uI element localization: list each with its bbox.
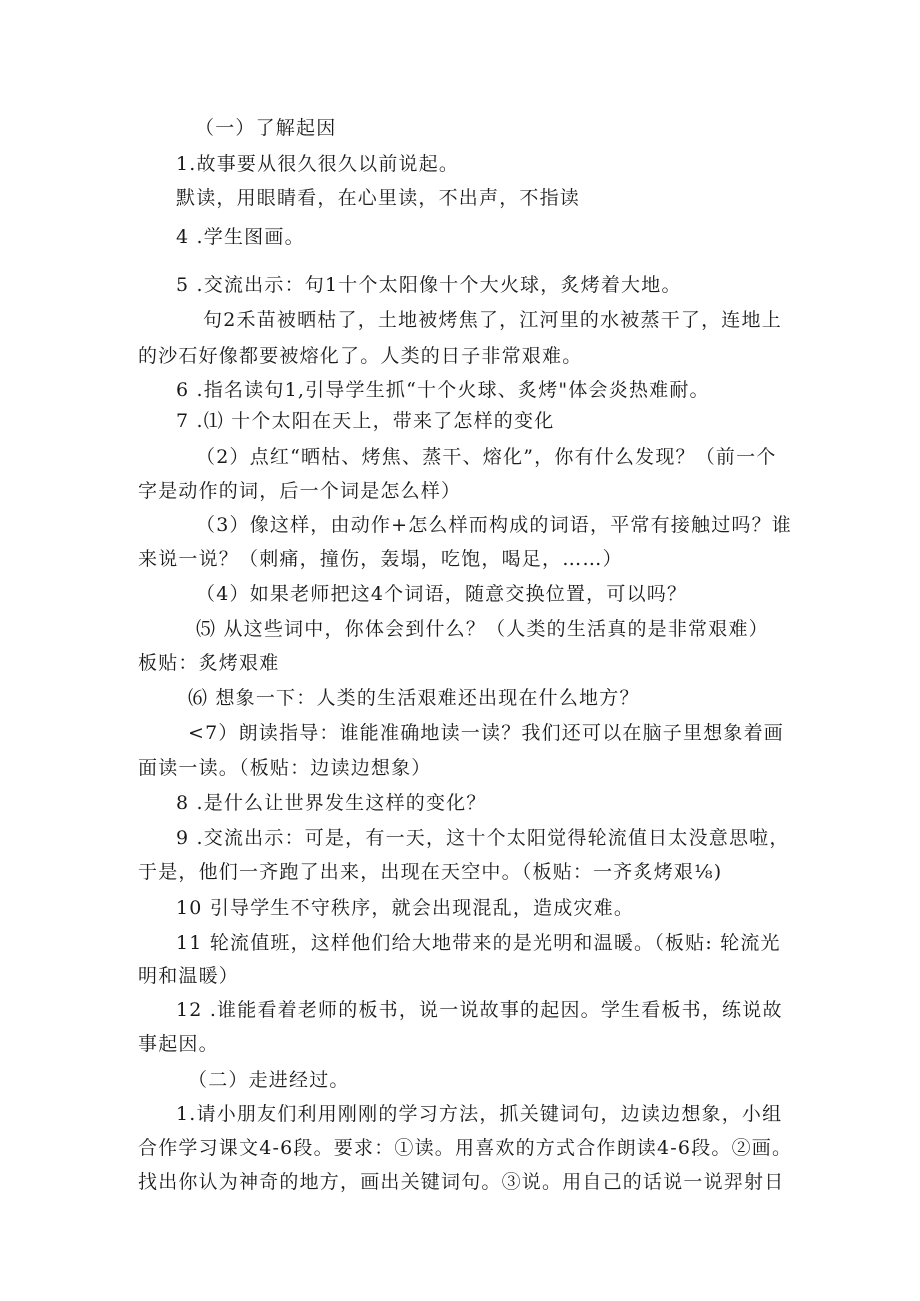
paragraph-line: （4）如果老师把这4个词语，随意交换位置，可以吗？: [196, 583, 688, 605]
paragraph-line: 8 .是什么让世界发生这样的变化？: [176, 792, 487, 814]
paragraph-line: 1.请小朋友们利用刚刚的学习方法，抓关键词句，边读边想象，小组: [176, 1103, 783, 1125]
paragraph-line: 字是动作的词，后一个词是怎么样）: [138, 480, 462, 502]
paragraph-line: 4 .学生图画。: [176, 226, 305, 248]
paragraph-line: （3）像这样，由动作+怎么样而构成的词语，平常有接触过吗？谁: [196, 514, 793, 536]
section-heading-origin: （一）了解起因: [195, 117, 337, 139]
paragraph-line: ⑸ 从这些词中，你体会到什么？（人类的生活真的是非常艰难）: [196, 618, 769, 640]
paragraph-line: <7）朗读指导：谁能准确地读一读？我们还可以在脑子里想象着画: [188, 722, 785, 744]
paragraph-line: 明和温暖）: [138, 965, 240, 987]
paragraph-line: 7 .⑴ 十个太阳在天上，带来了怎样的变化: [176, 410, 555, 432]
section-heading-process: （二）走进经过。: [188, 1069, 350, 1091]
paragraph-line: 1.故事要从很久很久以前说起。: [176, 153, 460, 175]
paragraph-line: 合作学习课文4-6段。要求：①读。用喜欢的方式合作朗读4-6段。②画。: [138, 1137, 793, 1159]
paragraph-line: 面读一读。（板贴：边读边想象）: [138, 757, 432, 779]
paragraph-line: 来说一说？（刺痛，撞伤，轰塌，吃饱，喝足，……）: [138, 548, 623, 570]
paragraph-line: 于是，他们一齐跑了出来，出现在天空中。（板贴：一齐炙烤艰⅛): [138, 861, 723, 883]
paragraph-line: 11 轮流值班，这样他们给大地带来的是光明和温暖。（板贴: 轮流光: [176, 932, 781, 954]
paragraph-line: ⑹ 想象一下：人类的生活艰难还出现在什么地方？: [188, 687, 640, 709]
paragraph-line: 句2禾苗被晒枯了，土地被烤焦了，江河里的水被蒸干了，连地上: [203, 309, 782, 331]
paragraph-line: 5 .交流出示：句1十个太阳像十个大火球，炙烤着大地。: [176, 274, 682, 296]
paragraph-line: 的沙石好像都要被熔化了。人类的日子非常艰难。: [138, 345, 583, 367]
paragraph-line: 事起因。: [138, 1033, 219, 1055]
paragraph-line: 10 引导学生不守秩序，就会出现混乱，造成灾难。: [176, 897, 635, 919]
paragraph-line: 9 .交流出示：可是，有一天，这十个太阳觉得轮流值日太没意思啦，: [176, 827, 790, 849]
paragraph-line: （2）点红“晒枯、烤焦、蒸干、熔化”，你有什么发现？（前一个: [196, 446, 777, 468]
paragraph-line: 板贴：炙烤艰难: [138, 652, 280, 674]
paragraph-line: 找出你认为神奇的地方，画出关键词句。③说。用自己的话说一说羿射日: [138, 1171, 785, 1193]
paragraph-line: 默读，用眼睛看，在心里读，不出声，不指读: [176, 187, 581, 209]
paragraph-line: 6 .指名读句1,引导学生抓“十个火球、炙烤"体会炎热难耐。: [176, 379, 710, 401]
paragraph-line: 12 .谁能看着老师的板书，说一说故事的起因。学生看板书，练说故: [176, 999, 783, 1021]
